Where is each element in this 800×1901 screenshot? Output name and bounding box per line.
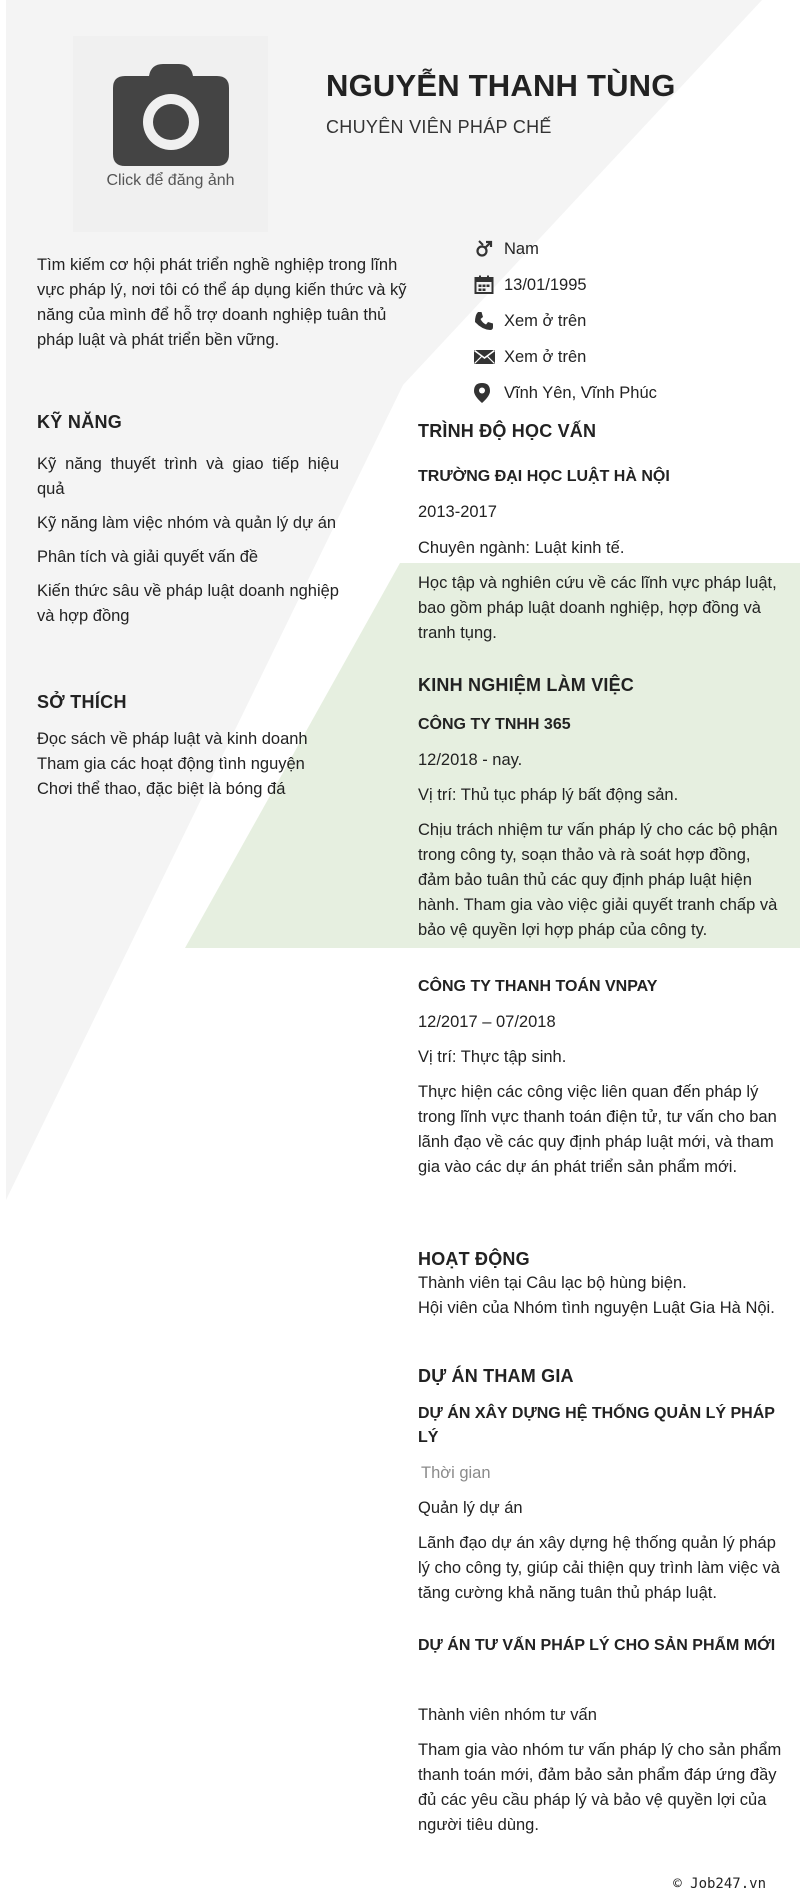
education-title: TRÌNH ĐỘ HỌC VẤN	[418, 421, 597, 441]
skill-item: Kỹ năng thuyết trình và giao tiếp hiệu quả	[37, 455, 339, 498]
experience-section	[418, 675, 782, 1180]
project-time: Thời gian	[421, 1464, 491, 1482]
skill-item: Kiến thức sâu về pháp luật doanh nghiệp và hợp đồng	[37, 582, 339, 625]
skill-item: Kỹ năng làm việc nhóm và quản lý dự án	[37, 514, 337, 532]
project-role: Thành viên nhóm tư vấn	[418, 1706, 597, 1724]
education-section	[418, 421, 782, 646]
phone-value: Xem ở trên	[504, 311, 587, 330]
hobbies-section	[37, 692, 339, 802]
personal-info	[474, 231, 657, 411]
photo-upload[interactable]	[73, 36, 268, 232]
school-name: TRƯỜNG ĐẠI HỌC LUẬT HÀ NỘI	[418, 468, 670, 485]
hobby-item: Đọc sách về pháp luật và kinh doanh	[37, 730, 308, 748]
info-email	[474, 339, 657, 375]
candidate-title: CHUYÊN VIÊN PHÁP CHẾ	[326, 117, 552, 137]
email-value: Xem ở trên	[504, 347, 587, 366]
info-address	[474, 375, 657, 411]
experience-title: KINH NGHIỆM LÀM VIỆC	[418, 675, 635, 695]
envelope-icon	[474, 349, 504, 365]
info-phone	[474, 303, 657, 339]
job-position: Vị trí: Thủ tục pháp lý bất động sản.	[418, 786, 679, 804]
job-description: Chịu trách nhiệm tư vấn pháp lý cho các bộ phận trong công ty, soạn thảo và rà soát hợp đồng, đảm bảo tuân thủ các quy định pháp luật hiện hành. Tham gia vào việc giải quyết tranh chấp và bảo vệ quyền lợi hợp pháp của công ty.	[418, 821, 778, 939]
project-name: DỰ ÁN TƯ VẤN PHÁP LÝ CHO SẢN PHẨM MỚI	[418, 1637, 776, 1654]
education-major: Chuyên ngành: Luật kinh tế.	[418, 539, 625, 557]
activity-item: Thành viên tại Câu lạc bộ hùng biện.	[418, 1274, 687, 1292]
job-position: Vị trí: Thực tập sinh.	[418, 1048, 567, 1066]
project-name: DỰ ÁN XÂY DỰNG HỆ THỐNG QUẢN LÝ PHÁP LÝ	[418, 1405, 775, 1446]
candidate-name: NGUYỄN THANH TÙNG	[326, 68, 676, 103]
skills-section	[37, 412, 339, 638]
photo-upload-label: Click để đăng ảnh	[106, 172, 235, 189]
project-description: Lãnh đạo dự án xây dựng hệ thống quản lý pháp lý cho công ty, giúp cải thiện quy trình làm việc và tăng cường khả năng tuân thủ pháp luật.	[418, 1534, 780, 1602]
activities-section	[418, 1249, 782, 1321]
project-entry	[418, 1634, 782, 1838]
birthday-value: 13/01/1995	[504, 275, 587, 294]
info-gender	[474, 231, 657, 267]
calendar-icon	[474, 275, 504, 295]
hobby-item: Tham gia các hoạt động tình nguyện	[37, 755, 305, 773]
camera-icon	[113, 64, 229, 166]
education-description: Học tập và nghiên cứu về các lĩnh vực pháp luật, bao gồm pháp luật doanh nghiệp, hợp đồng và tranh tụng.	[418, 574, 777, 642]
skill-item: Phân tích và giải quyết vấn đề	[37, 548, 259, 566]
job-entry	[418, 713, 782, 943]
phone-icon	[474, 311, 504, 331]
project-role: Quản lý dự án	[418, 1499, 523, 1517]
location-pin-icon	[474, 383, 504, 403]
hobby-item: Chơi thể thao, đặc biệt là bóng đá	[37, 780, 286, 798]
activities-title: HOẠT ĐỘNG	[418, 1249, 530, 1269]
job-description: Thực hiện các công việc liên quan đến pháp lý trong lĩnh vực thanh toán điện tử, tư vấn cho ban lãnh đạo về các quy định pháp luật mới, và tham gia vào các dự án phát triển sản phẩm mới.	[418, 1083, 777, 1176]
projects-title: DỰ ÁN THAM GIA	[418, 1366, 574, 1386]
project-description: Tham gia vào nhóm tư vấn pháp lý cho sản phẩm thanh toán mới, đảm bảo sản phẩm đáp ứng đầy đủ các yêu cầu pháp lý và bảo vệ quyền lợi của người tiêu dùng.	[418, 1741, 782, 1834]
career-objective: Tìm kiếm cơ hội phát triển nghề nghiệp trong lĩnh vực pháp lý, nơi tôi có thể áp dụng kiến thức và kỹ năng của mình để hỗ trợ doanh nghiệp tuân thủ pháp luật và phát triển bền vững.	[37, 256, 407, 349]
info-birthday	[474, 267, 657, 303]
projects-section	[418, 1366, 782, 1838]
activity-item: Hội viên của Nhóm tình nguyện Luật Gia Hà Nội.	[418, 1299, 775, 1317]
gender-value: Nam	[504, 239, 539, 258]
job-company: CÔNG TY TNHH 365	[418, 716, 571, 733]
skills-title: KỸ NĂNG	[37, 412, 123, 432]
gender-icon	[474, 239, 504, 259]
education-period: 2013-2017	[418, 503, 497, 521]
job-company: CÔNG TY THANH TOÁN VNPAY	[418, 978, 658, 995]
address-value: Vĩnh Yên, Vĩnh Phúc	[504, 383, 657, 402]
project-entry	[418, 1402, 782, 1606]
hobbies-title: SỞ THÍCH	[37, 692, 127, 712]
job-period: 12/2018 - nay.	[418, 751, 523, 769]
job-entry	[418, 975, 782, 1180]
job-period: 12/2017 – 07/2018	[418, 1013, 556, 1031]
copyright-footer: © Job247.vn	[673, 1876, 766, 1892]
